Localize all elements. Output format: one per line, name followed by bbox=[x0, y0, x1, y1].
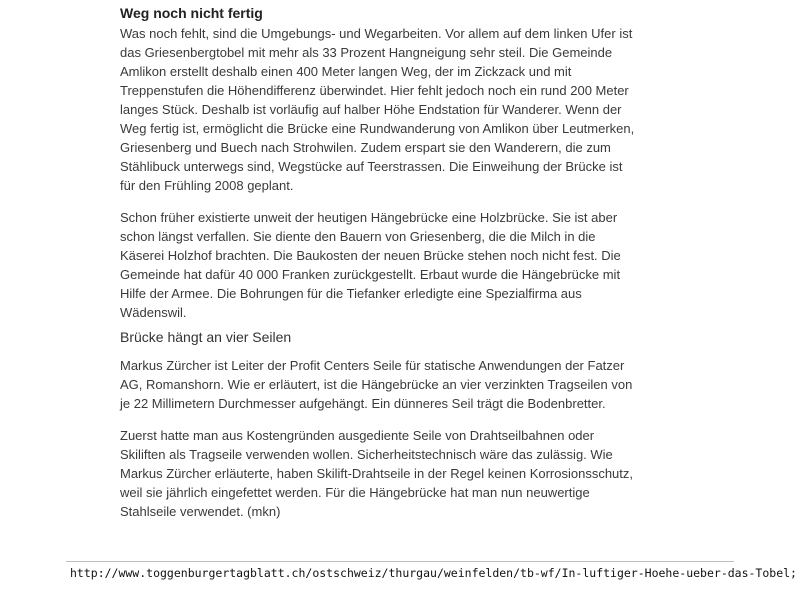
article-paragraph-4: Zuerst hatte man aus Kostengründen ausgediente Seile von Drahtseilbahnen oder Skiliften als Tragseile verwenden wollen. Sicherheitstechnisch wäre das zulässig. Wie Markus Zürcher erläuterte, haben Skilift-Drahtseile in der Regel keinen Korrosionsschutz, weil sie jährlich eingefettet werden. Für die Hängebrücke hat man nun neuwertige Stahlseile verwendet. (mkn) bbox=[120, 428, 634, 519]
article-paragraph-2: Schon früher existierte unweit der heutigen Hängebrücke eine Holzbrücke. Sie ist aber schon längst verfallen. Sie diente den Bauern von Griesenberg, die die Milch in die Käserei Holzhof brachten. Die Baukosten der neuen Brücke stehen noch nicht fest. Die Gemeinde hat dafür 40 000 Franken zurückgestellt. Erbaut wurde die Hängebrücke mit Hilfe der Armee. Die Bohrungen für die Tiefanker erledigte eine Spezialfirma aus Wädenswil. bbox=[120, 210, 621, 320]
section-heading-weg: Weg noch nicht fertig bbox=[120, 5, 263, 21]
footer-divider bbox=[66, 561, 734, 562]
source-url[interactable]: http://www.toggenburgertagblatt.ch/ostschweiz/thurgau/weinfelden/tb-wf/In-luftiger-Hoehe-ueber-das-Tobel; bbox=[70, 566, 797, 580]
article-paragraph-1: Was noch fehlt, sind die Umgebungs- und Wegarbeiten. Vor allem auf dem linken Ufer ist das Griesenbergtobel mit mehr als 33 Prozent Hangneigung sehr steil. Die Gemeinde Amlikon erstellt deshalb einen 400 Meter langen Weg, der im Zickzack und mit Treppenstufen die Höhendifferenz überwindet. Hier fehlt jedoch noch ein rund 200 Meter langes Stück. Deshalb ist vorläufig auf halber Höhe Endstation für Wanderer. Wenn der Weg fertig ist, ermöglicht die Brücke eine Rundwanderung von Amlikon über Leutmerken, Griesenberg und Buech nach Strohwilen. Zudem erspart sie den Wanderern, die zum Stählibuck unterwegs sind, Wegstücke auf Teerstrassen. Die Einweihung der Brücke ist für den Frühling 2008 geplant. bbox=[120, 26, 635, 193]
article-paragraph-3: Markus Zürcher ist Leiter der Profit Centers Seile für statische Anwendungen der Fatzer AG, Romanshorn. Wie er erläutert, ist die Hängebrücke an vier verzinkten Tragseilen von je 22 Millimetern Durchmesser aufgehängt. Ein dünneres Seil trägt die Bodenbretter. bbox=[120, 358, 633, 411]
article-body bbox=[120, 4, 640, 534]
section-heading-bruecke: Brücke hängt an vier Seilen bbox=[120, 329, 292, 345]
